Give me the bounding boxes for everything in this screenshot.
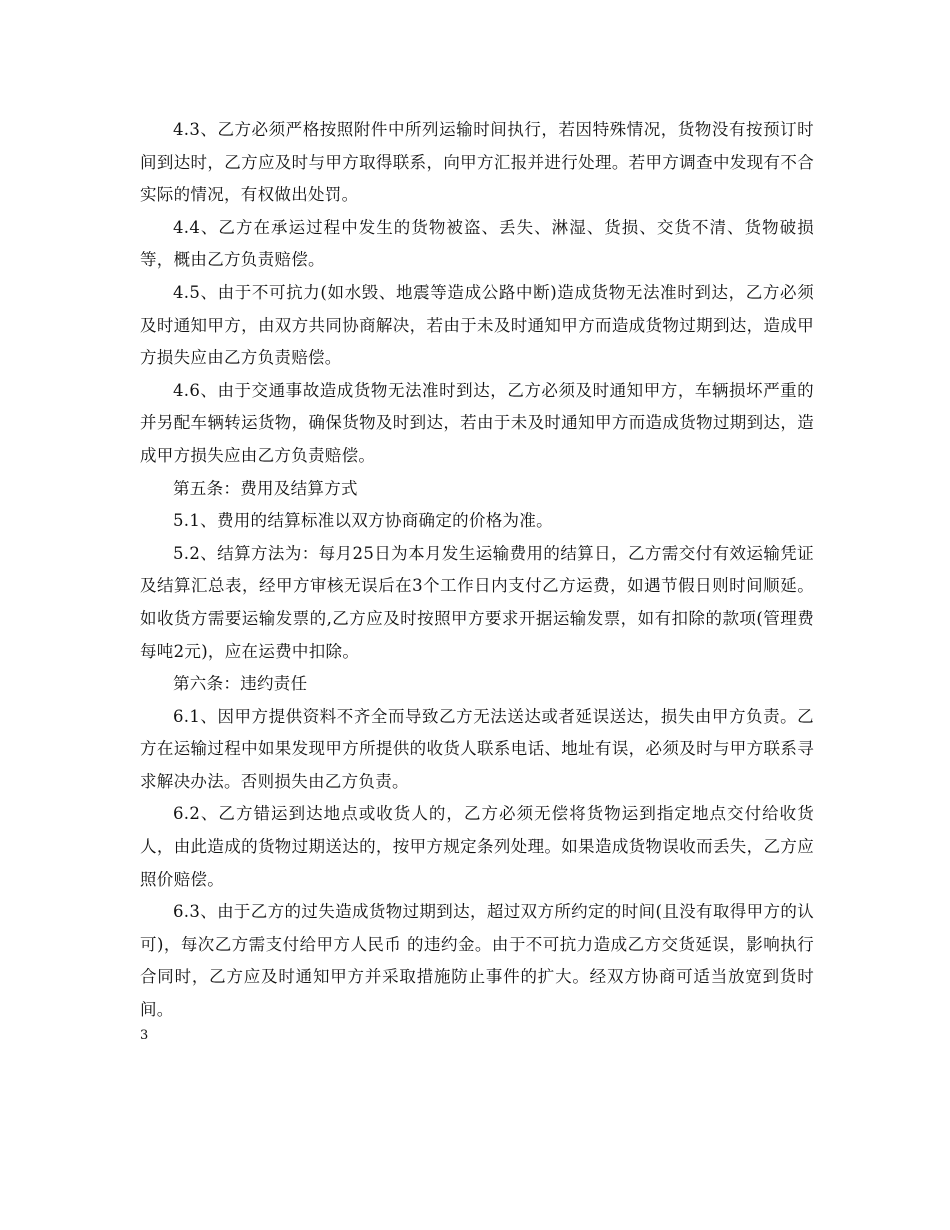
clause-4-6: 4.6、由于交通事故造成货物无法准时到达，乙方必须及时通知甲方，车辆损坏严重的并另配车辆转运货物，确保货物及时到达，若由于未及时通知甲方而造成货物过期到达，造成甲方损失应由乙方负责赔偿。: [140, 380, 814, 465]
clause-4-4: 4.4、乙方在承运过程中发生的货物被盗、丢失、淋湿、货损、交货不清、货物破损等，概由乙方负责赔偿。: [140, 217, 814, 270]
clause-4-5: 4.5、由于不可抗力(如水毁、地震等造成公路中断)造成货物无法准时到达，乙方必须及时通知甲方，由双方共同协商解决，若由于未及时通知甲方而造成货物过期到达，造成甲方损失应由乙方负责赔偿。: [140, 282, 814, 368]
clause-6-3: 6.3、由于乙方的过失造成货物过期到达，超过双方所约定的时间(且没有取得甲方的认可)，每次乙方需支付给甲方人民币 的违约金。由于不可抗力造成乙方交货延误，影响执行合同时，乙方应及时通知甲方并采取措施防止事件的扩大。经双方协商可适当放宽到货时间。: [140, 902, 814, 1020]
clause-4-3: 4.3、乙方必须严格按照附件中所列运输时间执行，若因特殊情况，货物没有按预订时间到达时，乙方应及时与甲方取得联系，向甲方汇报并进行处理。若甲方调查中发现有不合实际的情况，有权做出处罚。: [140, 120, 814, 205]
clause-6-1: 6.1、因甲方提供资料不齐全而导致乙方无法送达或者延误送达，损失由甲方负责。乙方在运输过程中如果发现甲方所提供的收货人联系电话、地址有误，必须及时与甲方联系寻求解决办法。否则损失由乙方负责。: [140, 706, 814, 791]
section-heading-article-6: 第六条：违约责任: [173, 674, 308, 694]
clause-5-1: 5.1、费用的结算标准以双方协商确定的价格为准。: [173, 511, 553, 531]
section-heading-article-5: 第五条：费用及结算方式: [173, 478, 358, 498]
page-number: 3: [140, 1028, 149, 1043]
clause-6-2: 6.2、乙方错运到达地点或收货人的，乙方必须无偿将货物运到指定地点交付给收货人，由此造成的货物过期送达的，按甲方规定条列处理。如果造成货物误收而丢失，乙方应照价赔偿。: [140, 804, 814, 889]
document-body: [140, 114, 814, 1027]
clause-5-2: 5.2、结算方法为：每月25日为本月发生运输费用的结算日，乙方需交付有效运输凭证及结算汇总表，经甲方审核无误后在3个工作日内支付乙方运费，如遇节假日则时间顺延。如收货方需要运输发票的,乙方应及时按照甲方要求开据运输发票，如有扣除的款项(管理费每吨2元)，应在运费中扣除。: [140, 543, 814, 661]
